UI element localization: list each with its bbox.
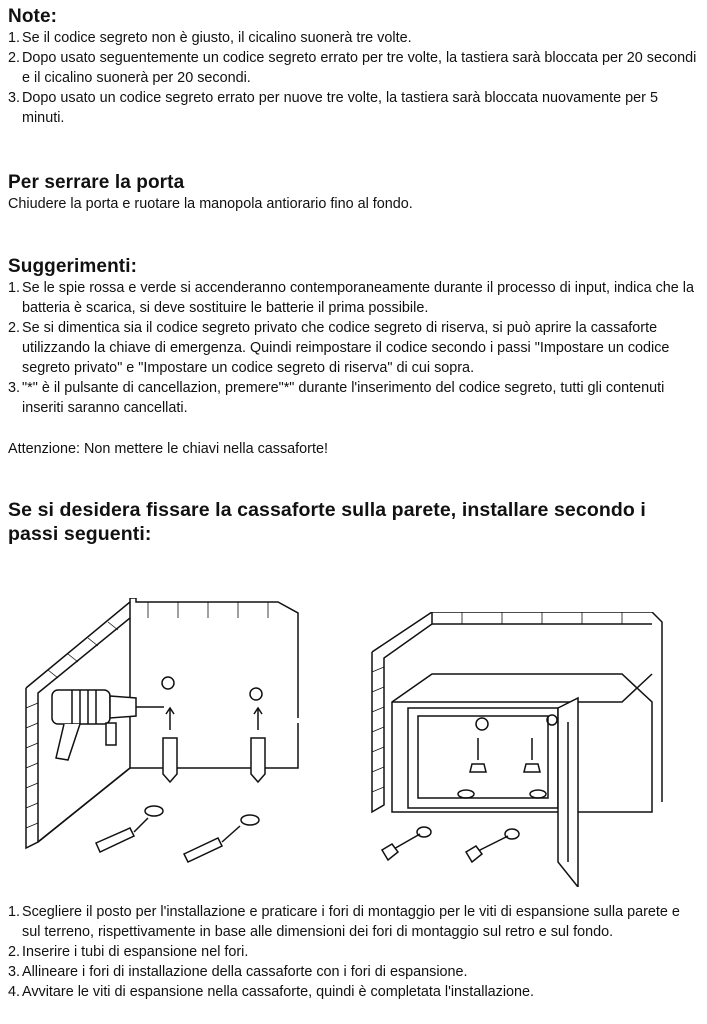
- install-list: [8, 902, 698, 1002]
- list-item: 3. Dopo usato un codice segreto errato per nuove tre volte, la tastiera sarà bloccata nuovamente per 5 minuti.: [8, 90, 658, 126]
- tips-section: [8, 256, 698, 418]
- list-item: 3. Allineare i fori di installazione della cassaforte con i fori di espansione.: [8, 964, 468, 980]
- warning-text: Attenzione: Non mettere le chiavi nella cassaforte!: [8, 441, 328, 457]
- lock-door-section: [8, 172, 698, 214]
- list-item: 2. Dopo usato seguentemente un codice segreto errato per tre volte, la tastiera sarà bloccata per 20 secondi e il cicalino suonerà per 20 secondi.: [8, 50, 697, 86]
- list-item: 4. Avvitare le viti di espansione nella cassaforte, quindi è completata l'installazione.: [8, 984, 535, 1000]
- install-steps: [8, 902, 698, 1002]
- list-item: 2. Se si dimentica sia il codice segreto privato che codice segreto di riserva, si può aprire la cassaforte utilizzando la chiave di emergenza. Quindi reimpostare il codice secondo i passi "Impostare un codice segreto privato" e "Impostare un codice segreto di riserva" di cui sopra.: [8, 320, 670, 376]
- install-title: Se si desidera fissare la cassaforte sulla parete, installare secondo i passi seguenti:: [8, 499, 646, 545]
- list-item: 1. Se le spie rossa e verde si accenderanno contemporaneamente durante il processo di input, indica che la batteria è scarica, si deve sostituire le batterie il prima possibile.: [8, 280, 694, 316]
- drill-wall-anchors-icon: [18, 598, 318, 868]
- note-title: Note:: [8, 6, 58, 27]
- tips-list: [8, 278, 698, 418]
- safe-mounting-screws-icon: [362, 612, 682, 887]
- note-section: [8, 6, 698, 128]
- tips-title: Suggerimenti:: [8, 256, 138, 277]
- lock-door-title: Per serrare la porta: [8, 172, 185, 193]
- list-item: 1. Se il codice segreto non è giusto, il cicalino suonerà tre volte.: [8, 30, 412, 46]
- list-item: 1. Scegliere il posto per l'installazione e praticare i fori di montaggio per le viti di espansione sulla parete e sul terreno, rispettivamente in base alle dimensioni dei fori di montaggio sul retro e sul fondo.: [8, 904, 680, 940]
- list-item: 2. Inserire i tubi di espansione nel fori.: [8, 944, 249, 960]
- list-item: 3. "*" è il pulsante di cancellazion, premere"*" durante l'inserimento del codice segreto, tutti gli contenuti inseriti saranno cancellati.: [8, 380, 665, 416]
- lock-door-text: Chiudere la porta e ruotare la manopola antiorario fino al fondo.: [8, 196, 413, 212]
- note-list: [8, 28, 698, 128]
- install-section: [8, 498, 688, 546]
